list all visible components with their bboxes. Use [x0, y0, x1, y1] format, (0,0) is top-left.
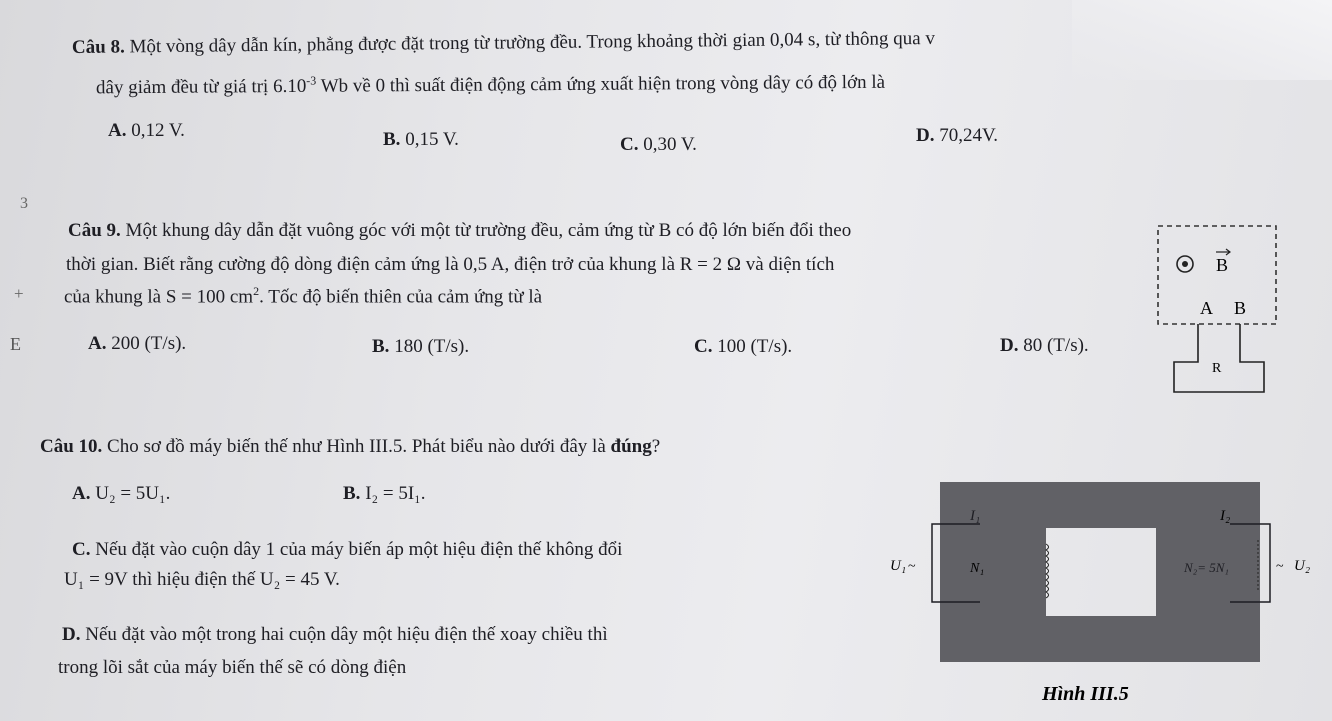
option-text: 0,12 V.: [131, 120, 185, 141]
q9-option-b: [372, 337, 469, 356]
i1-label: I₁: [970, 508, 981, 524]
primary-coil: [1046, 544, 1049, 598]
q9-option-c: [694, 337, 792, 356]
q10-emphasis: đúng: [610, 436, 652, 457]
q9-label: Câu 9.: [68, 220, 121, 241]
option-key: B.: [383, 129, 401, 150]
q9-line-2: thời gian. Biết rằng cường độ dòng điện cảm ứng là 0,5 A, điện trở của khung là R = 2 Ω và diện tích: [66, 254, 835, 275]
q9-text-3a: của khung là S = 100 cm: [64, 286, 254, 308]
q10-label: Câu 10.: [40, 436, 103, 457]
b-field-dot-center: [1182, 261, 1188, 267]
q8-option-b: [383, 130, 459, 149]
q9-text-3b: . Tốc độ biến thiên của cảm ứng từ là: [259, 286, 543, 308]
q8-text-1: Một vòng dây dẫn kín, phẳng được đặt trong từ trường đều. Trong khoảng thời gian 0,04 s, từ thông qua v: [129, 27, 936, 58]
option-text: 100 (T/s).: [717, 336, 793, 357]
q9-option-d: [1000, 336, 1089, 355]
fig-a-label: A: [1200, 298, 1213, 318]
option-key: B.: [372, 336, 390, 357]
q9-line-3: [64, 285, 542, 306]
figure-caption: Hình III.5: [1042, 683, 1129, 705]
n2-label: N₂= 5N₁: [1184, 560, 1229, 575]
option-text: 80 (T/s).: [1023, 335, 1089, 356]
q8-option-a: [108, 121, 185, 140]
q8-option-d: [916, 126, 998, 145]
option-text: 70,24V.: [939, 125, 999, 146]
q9-figure: [1148, 220, 1288, 400]
q10-text-1: Cho sơ đồ máy biến thế như Hình III.5. Phát biểu nào dưới đây là: [107, 436, 606, 457]
i2-label: I₂: [1220, 508, 1231, 524]
q10-option-d-line-2: trong lõi sắt của máy biến thế sẽ có dòng điện: [58, 657, 407, 678]
q8-option-c: [620, 135, 697, 154]
q10-option-c-line-2: U₁ = 9V thì hiệu điện thế U₂ = 45 V.: [64, 569, 340, 590]
q10-line-1: [40, 437, 660, 456]
u1-label: U₁: [890, 558, 907, 574]
option-text: 200 (T/s).: [111, 333, 187, 354]
option-key: C.: [620, 134, 639, 155]
q8-line-1: [72, 29, 935, 57]
q9-text-1: Một khung dây dẫn đặt vuông góc với một từ trường đều, cảm ứng từ B có độ lớn biến đổi theo: [125, 220, 852, 241]
option-text: 0,30 V.: [643, 134, 697, 155]
option-key: D.: [62, 624, 81, 645]
q9-line-1: [68, 221, 851, 240]
q8-label: Câu 8.: [71, 36, 125, 58]
field-region-dashed: [1158, 226, 1276, 324]
q10-question-mark: ?: [651, 436, 661, 457]
q8-line-2: [96, 70, 885, 97]
option-text: 0,15 V.: [405, 129, 459, 150]
option-key: A.: [72, 483, 91, 504]
q10-option-a: [72, 484, 170, 503]
q9-option-a: [88, 334, 186, 353]
option-key: B.: [343, 483, 361, 504]
option-key: A.: [88, 333, 107, 354]
ac-source-icon: ~: [908, 559, 916, 574]
option-text: 180 (T/s).: [394, 336, 470, 357]
q9-exponent: 2: [253, 284, 260, 298]
option-key: C.: [694, 336, 713, 357]
fig-b-label: B: [1216, 255, 1229, 275]
option-text: Nếu đặt vào cuộn dây 1 của máy biến áp một hiệu điện thế không đổi: [95, 539, 623, 560]
q10-option-b: [343, 484, 426, 503]
option-text: I₂ = 5I₁.: [365, 483, 426, 504]
margin-mark: 3: [20, 195, 28, 212]
margin-mark: +: [14, 284, 24, 303]
n1-label: N₁: [970, 561, 985, 576]
page-corner-fold: [1072, 0, 1332, 80]
fig-b2-label: B: [1234, 298, 1247, 318]
option-text: Nếu đặt vào một trong hai cuộn dây một hiệu điện thế xoay chiều thì: [85, 624, 608, 645]
option-key: D.: [1000, 335, 1019, 356]
q8-text-2a: dây giảm đều từ giá trị 6.10: [95, 75, 307, 99]
fig-r-label: R: [1212, 361, 1222, 376]
q10-option-d-line-1: [62, 625, 608, 644]
q8-exponent: -3: [306, 73, 317, 88]
option-key: D.: [916, 125, 935, 146]
q8-text-2b: Wb về 0 thì suất điện động cảm ứng xuất hiện trong vòng dây có độ lớn là: [316, 71, 886, 97]
option-key: A.: [108, 120, 127, 141]
q10-option-c-line-1: [72, 540, 622, 559]
option-text: U₂ = 5U₁.: [95, 483, 171, 504]
transformer-figure: [870, 482, 1330, 718]
option-key: C.: [72, 539, 91, 560]
ac-output-icon: ~: [1276, 559, 1284, 574]
margin-mark: E: [10, 334, 21, 354]
loop-wire: [1174, 324, 1264, 392]
u2-label: U₂: [1294, 558, 1311, 574]
